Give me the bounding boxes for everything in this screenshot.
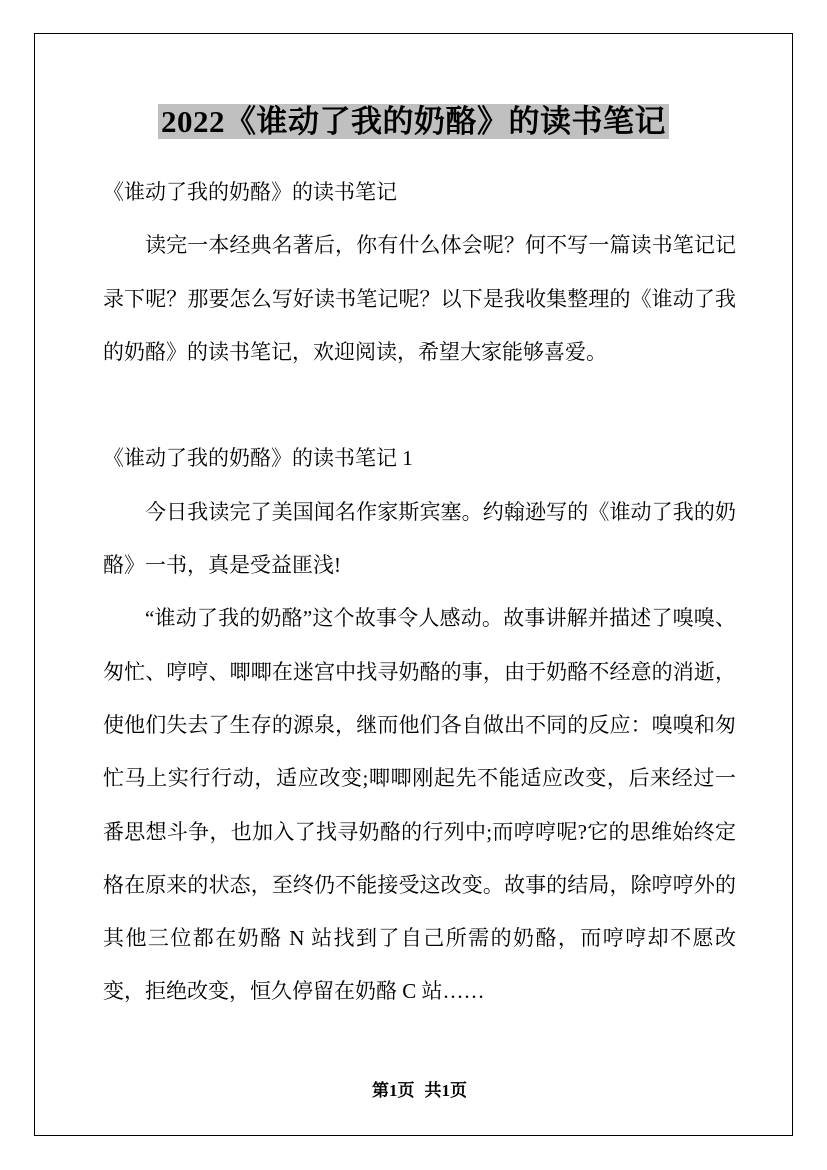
document-body xyxy=(103,166,736,1019)
paragraph: “谁动了我的奶酪”这个故事令人感动。故事讲解并描述了嗅嗅、匆忙、哼哼、唧唧在迷宫中找寻奶酪的事，由于奶酪不经意的消逝，使他们失去了生存的源泉，继而他们各自做出不同的反应：嗅嗅和匆忙马上实行行动，适应改变;唧唧刚起先不能适应改变，后来经过一番思想斗争，也加入了找寻奶酪的行列中;而哼哼呢?它的思维始终定格在原来的状态，至终仍不能接受这改变。故事的结局，除哼哼外的其他三位都在奶酪 N 站找到了自己所需的奶酪，而哼哼却不愿改变，拒绝改变，恒久停留在奶酪 C 站…… xyxy=(103,606,736,1004)
paragraph: 今日我读完了美国闻名作家斯宾塞。约翰逊写的《谁动了我的奶酪》一书，真是受益匪浅! xyxy=(103,499,736,578)
section-heading: 《谁动了我的奶酪》的读书笔记 xyxy=(103,180,397,204)
footer-total-pages: 共1页 xyxy=(424,1081,467,1100)
footer-page-number: 第1页 xyxy=(372,1081,415,1100)
page-footer xyxy=(103,1080,736,1102)
paragraph: 读完一本经典名著后，你有什么体会呢？何不写一篇读书笔记记录下呢？那要怎么写好读书笔记呢？以下是我收集整理的《谁动了我的奶酪》的读书笔记，欢迎阅读，希望大家能够喜爱。 xyxy=(103,233,736,364)
title-highlighted-text: 2022《谁动了我的奶酪》的读书笔记 xyxy=(158,104,669,139)
document-title xyxy=(0,101,827,142)
section-heading: 《谁动了我的奶酪》的读书笔记 1 xyxy=(103,446,413,471)
